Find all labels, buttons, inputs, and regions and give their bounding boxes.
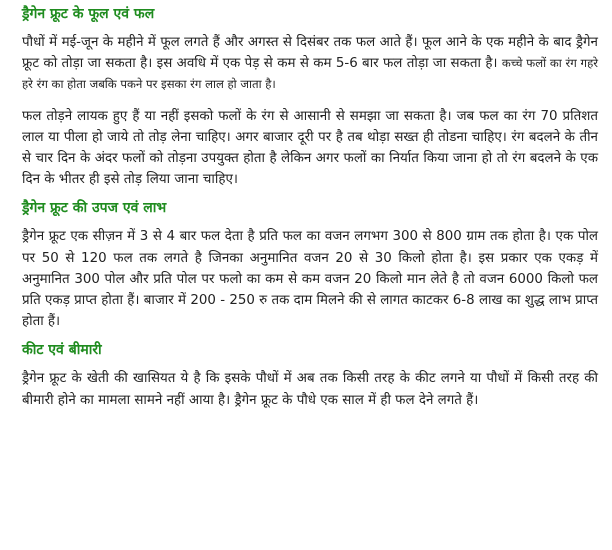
paragraph-yield <box>22 226 598 332</box>
paragraph-text: ड्रैगेन फ्रूट के खेती की खासियत ये है कि इसके पौधों में अब तक किसी तरह के कीट लगने या पौधों में किसी तरह की बीमारी होने का मामला सामने नहीं आया है। ड्रैगेन फ्रूट के पौधे एक साल में ही फल देने लगते हैं। <box>22 371 598 408</box>
section-heading-pests-diseases: कीट एवं बीमारी <box>22 342 102 359</box>
section-heading-yield-profit: ड्रैगेन फ्रूट की उपज एवं लाभ <box>22 200 167 217</box>
paragraph-pests <box>22 368 598 410</box>
paragraph-flowering <box>22 32 598 96</box>
section-heading-flowers-fruits: ड्रैगेन फ्रूट के फूल एवं फल <box>22 6 155 22</box>
paragraph-text: पौधों में मई-जून के महीने में फूल लगते हैं और अगस्त से दिसंबर तक फल आते हैं। फूल आने के एक महीने के बाद ड्रैगेन फ्रूट को तोड़ा जा सकता है। इस अवधि में एक पेड़ से कम से कम 5-6 बार फल तोड़ा जा सकता है। <box>22 35 598 72</box>
paragraph-harvesting <box>22 106 598 191</box>
paragraph-text: फल तोड़ने लायक हुए हैं या नहीं इसको फलों के रंग से आसानी से समझा जा सकता है। जब फल का रंग 70 प्रतिशत लाल या पीला हो जाये तो तोड़ लेना चाहिए। अगर बाजार दूरी पर है तब थोड़ा सख्त ही तोडना चाहिए। रंग बदलने के तीन से चार दिन के अंदर फलों को तोड़ना उपयुक्त होता है लेकिन अगर फलों का निर्यात किया जाना हो तो रंग बदलने के एक दिन के भीतर ही इसे तोड़ लिया जाना चाहिए। <box>22 108 598 188</box>
paragraph-small-text: कच्चे फलों का रंग गहरे हरे रंग का होता जबकि पकने पर इसका रंग लाल हो जाता है। <box>22 56 598 92</box>
paragraph-text: ड्रैगेन फ्रूट एक सीज़न में 3 से 4 बार फल देता है प्रति फल का वजन लगभग 300 से 800 ग्राम तक होता है। एक पोल पर 50 से 120 फल तक लगते है जिनका अनुमानित वजन 20 से 30 किलो होता है। इस प्रकार एक एकड़ में अनुमानित 300 पोल और प्रति पोल पर फलो का कम से कम वजन 20 किलो मान लेते है तो वजन 6000 किलो फल प्रति एकड़ प्राप्त होता हैं। बाजार में 200 - 250 रु तक दाम मिलने की से लागत काटकर 6-8 लाख का शुद्ध लाभ प्राप्त होता हैं। <box>22 229 598 330</box>
